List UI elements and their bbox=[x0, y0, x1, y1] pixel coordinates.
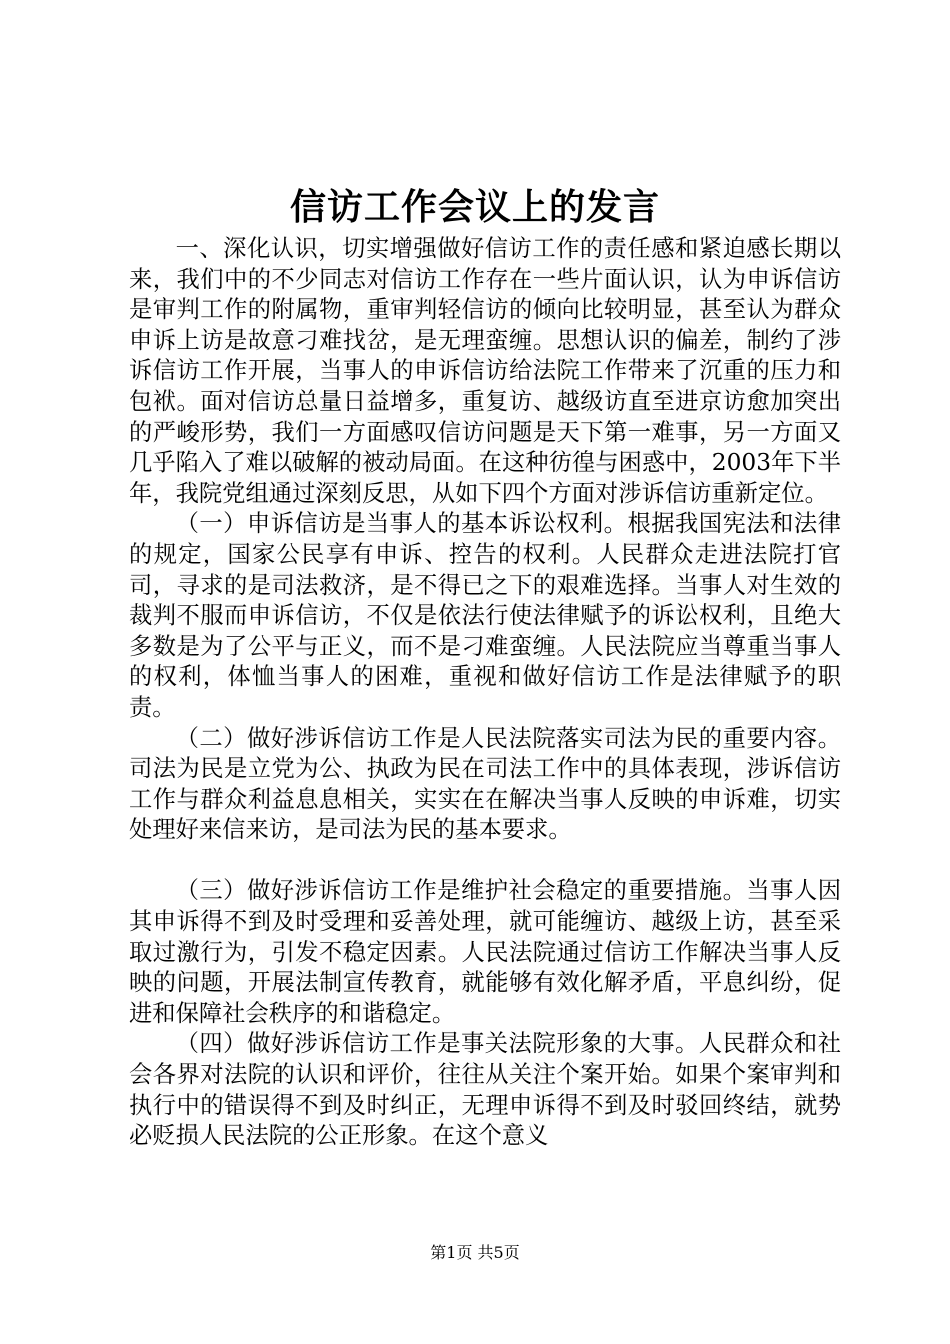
document-body bbox=[129, 234, 841, 1152]
paragraph-3: （二）做好涉诉信访工作是人民法院落实司法为民的重要内容。司法为民是立党为公、执政为民在司法工作中的具体表现，涉诉信访工作与群众利益息息相关，实实在在解决当事人反映的申诉难，切实处理好来信来访，是司法为民的基本要求。 bbox=[129, 724, 841, 844]
paragraph-2: （一）申诉信访是当事人的基本诉讼权利。根据我国宪法和法律的规定，国家公民享有申诉、控告的权利。人民群众走进法院打官司，寻求的是司法救济，是不得已之下的艰难选择。当事人对生效的裁判不服而申诉信访，不仅是依法行使法律赋予的诉讼权利，且绝大多数是为了公平与正义，而不是刁难蛮缠。人民法院应当尊重当事人的权利，体恤当事人的困难，重视和做好信访工作是法律赋予的职责。 bbox=[129, 510, 841, 721]
page-footer: 第1页 共5页 bbox=[430, 1243, 520, 1262]
paragraph-4: （三）做好涉诉信访工作是维护社会稳定的重要措施。当事人因其申诉得不到及时受理和妥善处理，就可能缠访、越级上访，甚至采取过激行为，引发不稳定因素。人民法院通过信访工作解决当事人反映的问题，开展法制宣传教育，就能够有效化解矛盾，平息纠纷，促进和保障社会秩序的和谐稳定。 bbox=[129, 877, 841, 1027]
document-title: 信访工作会议上的发言 bbox=[289, 186, 660, 228]
paragraph-5: （四）做好涉诉信访工作是事关法院形象的大事。人民群众和社会各界对法院的认识和评价，往往从关注个案开始。如果个案审判和执行中的错误得不到及时纠正，无理申诉得不到及时驳回终结，就势必贬损人民法院的公正形象。在这个意义 bbox=[129, 1030, 841, 1150]
paragraph-1: 一、深化认识，切实增强做好信访工作的责任感和紧迫感长期以来，我们中的不少同志对信访工作存在一些片面认识，认为申诉信访是审判工作的附属物，重审判轻信访的倾向比较明显，甚至认为群众申诉上访是故意刁难找岔，是无理蛮缠。思想认识的偏差，制约了涉诉信访工作开展，当事人的申诉信访给法院工作带来了沉重的压力和包袱。面对信访总量日益增多，重复访、越级访直至进京访愈加突出的严峻形势，我们一方面感叹信访问题是天下第一难事，另一方面又几乎陷入了难以破解的被动局面。在这种彷徨与困惑中，2003年下半年，我院党组通过深刻反思，从如下四个方面对涉诉信访重新定位。 bbox=[129, 235, 841, 507]
